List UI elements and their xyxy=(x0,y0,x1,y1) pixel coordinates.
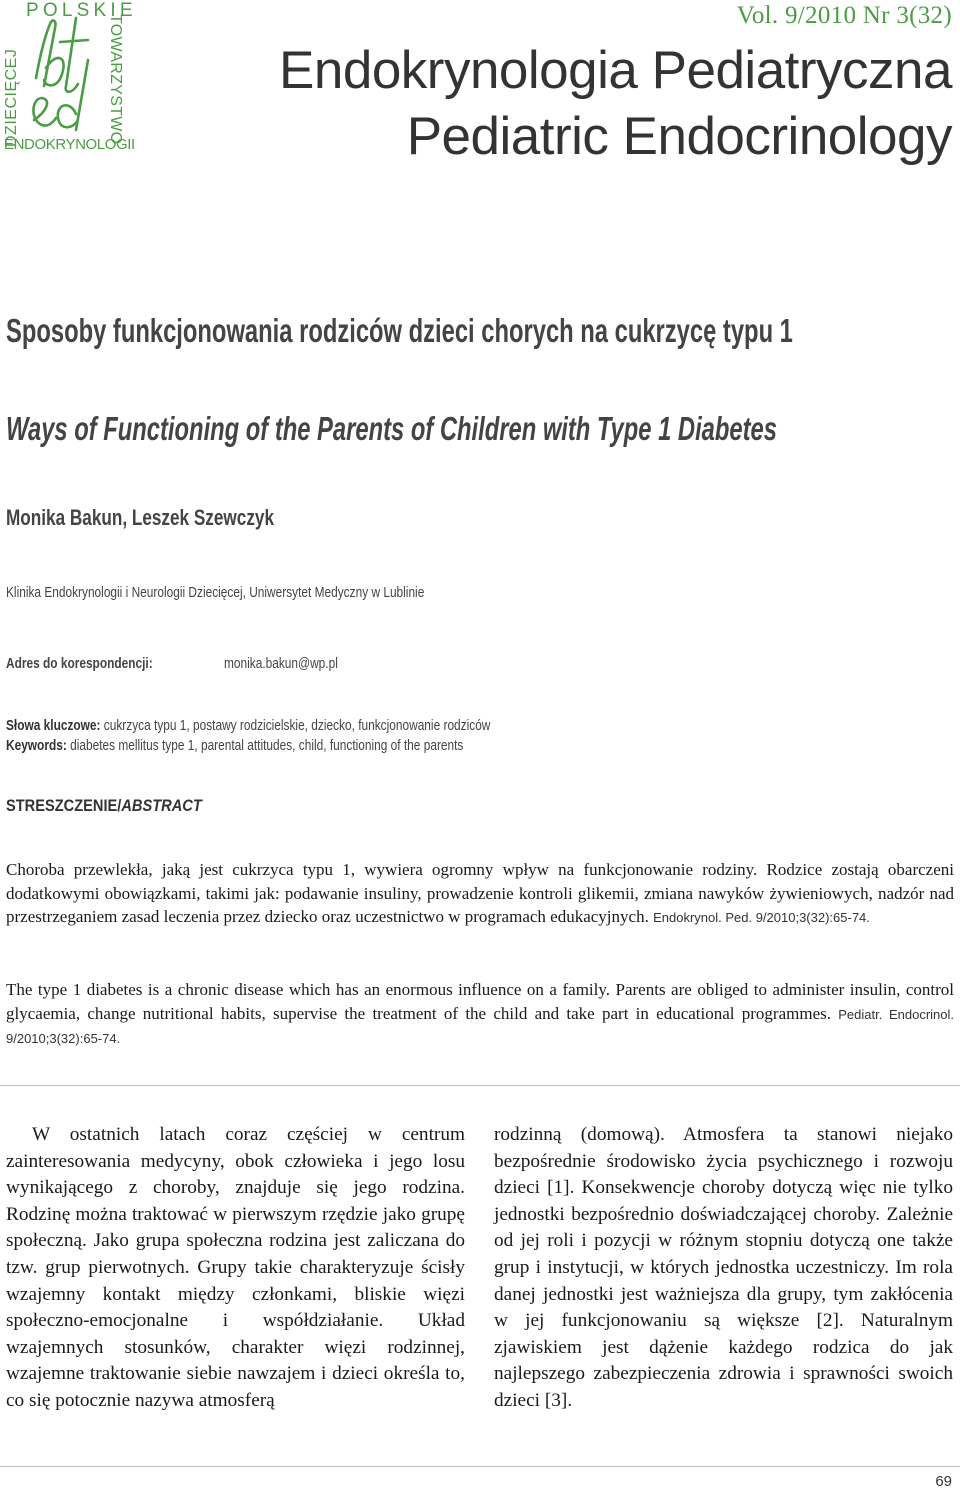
abstract-en-citation: Pediatr. Endocrinol. 9/2010;3(32):65-74. xyxy=(6,1006,955,1046)
keywords-pl-label: Słowa kluczowe: xyxy=(6,718,101,734)
abstract-en xyxy=(6,978,954,1051)
volume-number: Vol. 9/2010 Nr 3(32) xyxy=(736,2,952,29)
abstract-heading xyxy=(6,796,202,816)
section-divider xyxy=(0,1085,960,1086)
keywords-en-text: diabetes mellitus type 1, parental attitudes, child, functioning of the parents xyxy=(70,738,464,754)
page-number: 69 xyxy=(935,1473,952,1490)
keywords-en xyxy=(6,738,463,754)
journal-title-en: Pediatric Endocrinology xyxy=(406,107,952,166)
correspondence-label: Adres do korespondencji: xyxy=(6,656,153,672)
journal-title-pl: Endokrynologia Pediatryczna xyxy=(279,41,952,100)
footer-divider xyxy=(0,1466,960,1467)
abstract-pl-citation: Endokrynol. Ped. 9/2010;3(32):65-74. xyxy=(653,910,870,925)
abstract-heading-en: ABSTRACT xyxy=(121,796,202,815)
society-logo-icon xyxy=(26,8,106,140)
abstract-en-text: The type 1 diabetes is a chronic disease which has an enormous influence on a family. Parents are obliged to administer insulin, control glycaemia, change nutritional habits, supervise the treatment of the child and take part in educational programmes. xyxy=(6,980,954,1023)
logo-bottom-text: ENDOKRYNOLOGII xyxy=(4,136,135,153)
article-title-en: Ways of Functioning of the Parents of Children with Type 1 Diabetes xyxy=(6,410,777,447)
logo-top-text: POLSKIE xyxy=(26,0,137,21)
society-logo xyxy=(0,0,137,160)
abstract-heading-pl: STRESZCZENIE/ xyxy=(6,796,122,815)
logo-left-text: DZIECIĘCEJ xyxy=(3,48,20,147)
authors: Monika Bakun, Leszek Szewczyk xyxy=(6,505,274,530)
abstract-pl xyxy=(6,858,954,930)
affiliation: Klinika Endokrynologii i Neurologii Dziecięcej, Uniwersytet Medyczny w Lublinie xyxy=(6,585,425,601)
keywords-en-label: Keywords: xyxy=(6,738,67,754)
correspondence-email[interactable]: monika.bakun@wp.pl xyxy=(224,656,338,672)
abstract-pl-text: Choroba przewlekła, jaką jest cukrzyca typu 1, wywiera ogromny wpływ na funkcjonowanie rodziny. Rodzice zostają obarczeni dodatkowymi obowiązkami, takimi jak: podawanie insuliny, prowadzenie kontroli glikemii, zmiana nawyków żywieniowych, nadzór nad przestrzeganiem zasad leczenia przez dziecko oraz uczestnictwo w programach edukacyjnych. xyxy=(6,860,954,926)
body-column-left: W ostatnich latach coraz częściej w centrum zainteresowania medycyny, obok człowieka i jego losu wynikającego z choroby, znajduje się jego rodzina. Rodzinę można traktować w pierwszym rzędzie jako grupę społeczną. Jako grupa społeczna rodzina jest zaliczana do tzw. grup pierwotnych. Grupy takie charakteryzuje ścisły wzajemny kontakt między członkami, bliskie więzi społeczno-emocjonalne i współdziałanie. Układ wzajemnych stosunków, charakter więzi rodzinnej, wzajemne traktowanie siebie nawzajem i dzieci określa to, co się potocznie nazywa atmosferą xyxy=(6,1124,465,1411)
logo-right-text: TOWARZYSTWO xyxy=(107,14,124,145)
body-column-right: rodzinną (domową). Atmosfera ta stanowi niejako bezpośrednie środowisko życia psychicznego i rozwoju dzieci [1]. Konsekwencje choroby dotyczą więc nie tylko jednostki bezpośrednio doświadczającej choroby. Zależnie od jej roli i pozycji w różnym stopniu dotyczą one także grup i instytucji, w których jednostka uczestniczy. Im rola danej jednostki jest ważniejsza dla grupy, tym zakłócenia w jej funkcjonowaniu są większe [2]. Naturalnym zjawiskiem jest dążenie każdego rodzica do jak najlepszego zabezpieczenia zdrowia i sprawności swoich dzieci [3]. xyxy=(494,1124,953,1411)
article-title-pl: Sposoby funkcjonowania rodziców dzieci chorych na cukrzycę typu 1 xyxy=(6,312,793,349)
keywords-pl xyxy=(6,718,490,734)
keywords-pl-text: cukrzyca typu 1, postawy rodzicielskie, dziecko, funkcjonowanie rodziców xyxy=(103,718,491,734)
